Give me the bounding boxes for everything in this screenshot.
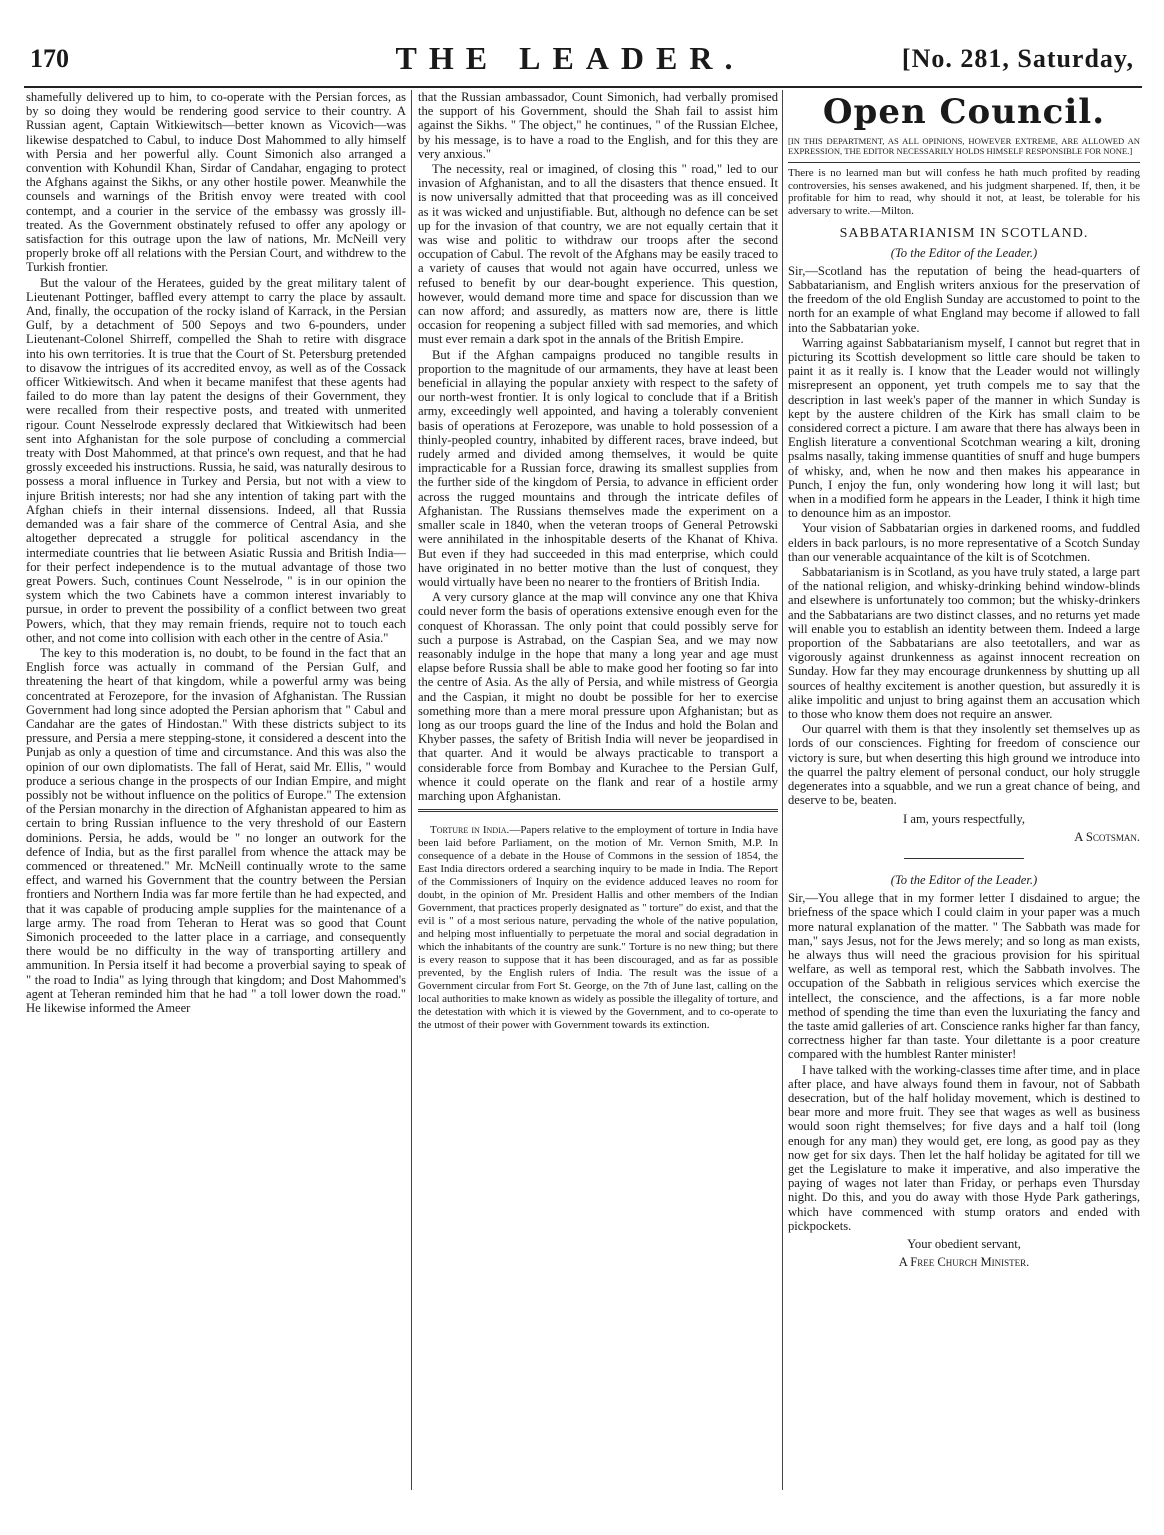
note-text: —Papers relative to the employment of torture in India have been laid before Parliament, on the motion of Mr. Vernon Smith, M.P. In consequence of a debate in the House of Commons in the session of 1854, the East India directors ordered a searching inquiry to be made in India. The Report of the Commissioners of Inquiry on the evidence adduced leaves no room for doubt, in the opinion of Mr. President Hallis and other members of the Indian Government, that practices properly designated as " torture" do exist, and that the evil is " of a most serious nature, pervading the whole of the native population, and helping most influentially to perpetuate the moral and social degradation in which the inhabitants of the country are sunk." Torture is no new thing; but there is every reason to suppose that it has been discouraged, and as far as possible prevented, by the English rulers of India. The result was the issue of a Government circular from Fort St. George, on the 7th of June last, calling on the local authorities to make known as widely as possible the illegality of torture, and the detestation with which it is viewed by the Government, and to co-operate to the utmost of their power with Government towards its extinction. [418,824,778,1032]
paragraph: Our quarrel with them is that they insolently set themselves up as lords of our consciences. Fighting for freedom of conscience our victory is sure, but when deserting this high ground we introduce into the quarrel the paltry element of personal conduct, our holy struggle degenerates into a squabble, and we run a great chance of being, and deserve to be, beaten. [788,722,1140,808]
torture-in-india-note [418,818,778,1032]
letter-title: SABBATARIANISM IN SCOTLAND. [839,226,1089,242]
editor-disclaimer: [IN THIS DEPARTMENT, AS ALL OPINIONS, HOWEVER EXTREME, ARE ALLOWED AN EXPRESSION, THE EDITOR NECESSARILY HOLDS HIMSELF RESPONSIBLE FOR NONE.] [788,136,1140,156]
column-1 [26,90,406,1490]
page-number: 170 [30,44,69,73]
paragraph: The necessity, real or imagined, of closing this " road," led to our invasion of Afghanistan, and to all the disasters that thence ensued. It is now universally admitted that that proceeding was as ill conceived as it was wicked and unjustifiable. But, although no defence can be set up for the invasion of that country, we are not equally certain that it was wise and politic to withdraw our troops after the second occupation of Cabul. The revolt of the Afghans may be easily traced to a variety of causes that would not again have occurred, unless we refused to benefit by our dear-bought experience. This question, however, would demand more time and space for discussion than we can now afford; and assuredly, as matters now are, there is little occasion for reopening a subject filled with sad memories, and which must ever remain a dark spot in the annals of the British Empire. [418,162,778,347]
paragraph: Sir,—You allege that in my former letter I disdained to argue; the briefness of the space which I could claim in your paper was a much more natural explanation of the matter. " The Sabbath was made for man," says Jesus, not for the Jews merely; and so long as man exists, he always thus will need the gracious provision for his spiritual welfare, as well as temporal rest, which the Sabbath involves. The occupation of the Sabbath in religious services which exercise the intellect, the conscience, and the affections, is a far more noble method of spending the time than even the luxuriating the fancy and the taste amid galleries of art. Conscience ranks higher far than fancy, correctness higher far than taste. Your dilettante is a poor creature compared with the humblest Ranter minister! [788,891,1140,1062]
milton-motto: There is no learned man but will confess he hath much profited by reading controversies, his senses awakened, and his judgment sharpened. If, then, it be profitable for him to read, why should it not, at least, be tolerable for his adversary to write.—Milton. [788,167,1140,217]
letter-subtitle: (To the Editor of the Leader.) [890,245,1038,260]
paragraph: Sabbatarianism is in Scotland, as you have truly stated, a large part of the national religion, and whisky-drinking behind window-blinds and elsewhere is unfortunately too common; but the whisky-drinkers and the Sabbatarians are two distinct classes, and no returns yet made will enable you to establish an identity between them. Indeed a large proportion of the Sabbatarians are also teetotallers, and war as vigorously against drunkenness as against innocent recreation on Sunday. How far they may encourage drunkenness by shutting up all sources of healthy excitement is another question, but assuredly it is alike impolitic and unjust to bring against them an accusation which to those who know them does not require an answer. [788,565,1140,722]
note-label: Torture in India. [430,824,510,837]
paragraph: Your vision of Sabbatarian orgies in darkened rooms, and fuddled elders in back parlours, is no more representative of a Scotch Sunday than our venerable acquaintance of the kilt is of Scotchmen. [788,521,1140,564]
newspaper-title: THE LEADER. [395,40,745,76]
column-2 [418,90,778,1480]
paragraph: I have talked with the working-classes time after time, and in place after place, and have always found them in favour, not of Sabbath desecration, but of the half holiday movement, which is destined to bear more and more fruit. They see that wages as well as business would soon right themselves; for five days and a half toil (long enough for any man) they would get, ere long, as good pay as they now get for six days. Then let the half holiday be agitated for till we get the Legislature to make it imperative, and also imperative the paying of wages not later than Friday, or perhaps even Thursday night. Do this, and you do away with those Hyde Park gatherings, which have commenced with stump orators and ended with pickpockets. [788,1062,1140,1233]
paragraph: Warring against Sabbatarianism myself, I cannot but regret that in picturing its Scottish development so little care should be taken to paint it as it really is. I know that the Leader would not willingly misrepresent an opponent, yet truth compels me to say that the description in last week's paper of the manner in which Sunday is kept by the austere children of the Kirk has small claim to be considered correct a picture. I am aware that there has always been in English literature a conventional Scotchman wearing a kilt, droning psalms nasally, taking immense quantities of snuff and huge bumpers of whisky, and, when he now and then makes his appearance in Punch, I enjoy the fun, only wondering how long it will last; but when in a modified form he appears in the Leader, I think it high time to denounce him as an impostor. [788,335,1140,521]
column-divider [411,90,412,1490]
paragraph: A very cursory glance at the map will convince any one that Khiva could never form the basis of operations extensive enough even for the conquest of Khorassan. The only point that could possibly serve for such a purpose is Astrabad, on the Caspian Sea, and we may now reasonably indulge in the hope that many a long year and age must elapse before Russia shall be able to make good her footing so far into the centre of Asia. As the ally of Persia, and while mistress of Georgia and the Caspian, it might no doubt be possible for her to exercise something more than a mere moral pressure upon Afghanistan; but as long as our troops guard the line of the Indus and hold the Bolan and Khyber passes, the safety of British India will never be jeopardised in that quarter. And it would be always practicable to transport a considerable force from Bombay and Kurachee to the Persian Gulf, whence it could operate on the flank and rear of a hostile army marching upon Afghanistan. [418,590,778,803]
paragraph: The key to this moderation is, no doubt, to be found in the fact that an English force was actually in command of the Persian Gulf, and threatening the heart of that kingdom, while a powerful army was being concentrated at Ferozepore, for the invasion of Afghanistan. The Russian Government had long since adopted the Persian aphorism that " Cabul and Candahar are the gates of Hindostan." With these districts subject to its pressure, and Persia a mere stepping-stone, it considered a descent into the Punjab as only a question of time and circumstance. And this was also the opinion of our own diplomatists. The fall of Herat, said Mr. Ellis, " would produce a serious change in the prospects of our Indian Empire, and might possibly not be without influence on the politics of Europe." The extension of the Persian monarchy in the direction of Afghanistan appeared to him as certain to bring Russian influence to the very threshold of our Eastern dominions. Persia, he adds, would be " no longer an outwork for the defence of India, but as the first parallel from whence the attack may be commenced or threatened." Mr. McNeill continually wrote to the same effect, and warned his Government that the country between the Persian frontiers and Northern India was far more fertile than he had expected, and that it was capable of producing ample supplies for the maintenance of a large army. The road from Teheran to Herat was so good that Count Simonich proceeded to the latter place in a carriage, and consequently there would be no difficulty in the way of transporting artillery and ammunition. In Persia itself it had become a proverbial saying to speak of " the road to India" as lying through that kingdom; and Dost Mahommed's agent at Teheran reminded him that he had " a toll lower down the road." He likewise informed the Ameer [26,645,406,1015]
column-divider [782,90,783,1490]
masthead [20,40,1144,84]
divider [788,162,1140,163]
divider [904,858,1024,859]
letter-signature: A Scotsman. [1074,829,1140,844]
letter-closing: Your obedient servant, [907,1236,1021,1251]
letter-subtitle: (To the Editor of the Leader.) [890,872,1038,887]
letter-closing: I am, yours respectfully, [903,811,1025,826]
issue-line: [No. 281, Saturday, [901,44,1134,73]
paragraph: shamefully delivered up to him, to co-operate with the Persian forces, as by so doing they would be rendering good service to their country. A Russian agent, Captain Witkiewitsch—better known as Vicovich—was likewise despatched to Cabul, to induce Dost Mahommed to ally himself with Persia and her powerful ally. Count Simonich also arranged a convention with Kohundil Khan, Sirdar of Candahar, engaging to protect the Afghans against the Sikhs, or any other hostile power. Meanwhile the counsels and warnings of the British envoy were treated with cool contempt, and a courier in the service of the embassy was grossly ill-treated. As the Government obstinately refused to offer any apology or satisfaction for this outrage upon the law of nations, Mr. McNeill very properly broke off all relations with the Persian Court, and withdrew to the Turkish frontier. [26,90,406,275]
open-council-title: Open Council. [822,92,1106,132]
letter-signature: A Free Church Minister. [898,1255,1030,1270]
paragraph: But if the Afghan campaigns produced no tangible results in proportion to the magnitude of our armaments, they have at least been beneficial in allaying the popular anxiety with respect to the safety of our north-west frontier. It is only logical to conclude that if a British army, exceedingly well appointed, and having a tolerably convenient basis of operations at Ferozepore, was unable to hold possession of a thinly-peopled country, inhabited by different races, brave indeed, but rudely armed and divided among themselves, it would be quite impracticable for a Russian force, drawing its smallest supplies from the further side of the kingdom of Persia, to advance in efficient order across the rugged mountains and through the intricate defiles of Afghanistan. The Russians themselves made the experiment on a smaller scale in 1840, when the veteran troops of General Petrowski were annihilated in the inhospitable deserts of the Khanat of Khiva. But even if they had succeeded in this mad enterprise, which could have originated in no better motive than the lust of conquest, they would virtually have been no nearer to the frontiers of British India. [418,347,778,589]
masthead-rule [24,86,1142,88]
column-3 [788,90,1140,1490]
paragraph: that the Russian ambassador, Count Simonich, had verbally promised the support of his Government, should the Shah fail to assist him against the Sikhs. " The object," he continues, " of the Russian Elchee, by his message, is to have a road to the English, and for this they are very anxious." [418,90,778,161]
paragraph: Sir,—Scotland has the reputation of being the head-quarters of Sabbatarianism, and English writers anxious for the preservation of the freedom of the old English Sunday are accustomed to point to the north for an example of what England may become if allowed to fall into the Sabbatarian yoke. [788,263,1140,335]
paragraph: But the valour of the Heratees, guided by the great military talent of Lieutenant Pottinger, baffled every attempt to carry the place by assault. And, finally, the occupation of the rocky island of Karrack, in the Persian Gulf, by a detachment of 500 Sepoys and two 6-pounders, under Lieutenant-Colonel Shirreff, compelled the Shah to retire with disgrace into his own territories. It is true that the Court of St. Petersburg pretended to disavow the intrigues of its accredited envoy, as well as of the Cossack officer Witkiewitsch. And when it became manifest that these agents had failed to do more than lay patent the designs of their Government, they were recalled from their respective posts, and treated with unmerited rigour. Count Nesselrode expressly declared that Witkiewitsch had been sent into Afghanistan for the sole purpose of concluding a commercial treaty with Dost Mahommed, at that prince's own request, and that he had grossly exceeded his instructions. Russia, he said, was naturally desirous to possess a moral influence in Turkey and Persia, but not with a view to injure British interests; nor had she any intention of taking part with the Afghan chiefs in their internal dissensions. Indeed, all that Russia demanded was a fair share of the commerce of Central Asia, and she altogether deprecated a struggle for political ascendancy in the intermediate countries that lie between Asiatic Russia and British India—for their perfect independence is to the mutual advantage of those two great Powers. Such, continues Count Nesselrode, " is in our opinion the system which the two Cabinets have a common interest invariably to pursue, in order to prevent the possibility of a conflict between two great Powers, which, that they may remain friends, require not to touch each other, and not come into collision with each other in the centre of Asia." [26,275,406,645]
section-rule [418,809,778,812]
